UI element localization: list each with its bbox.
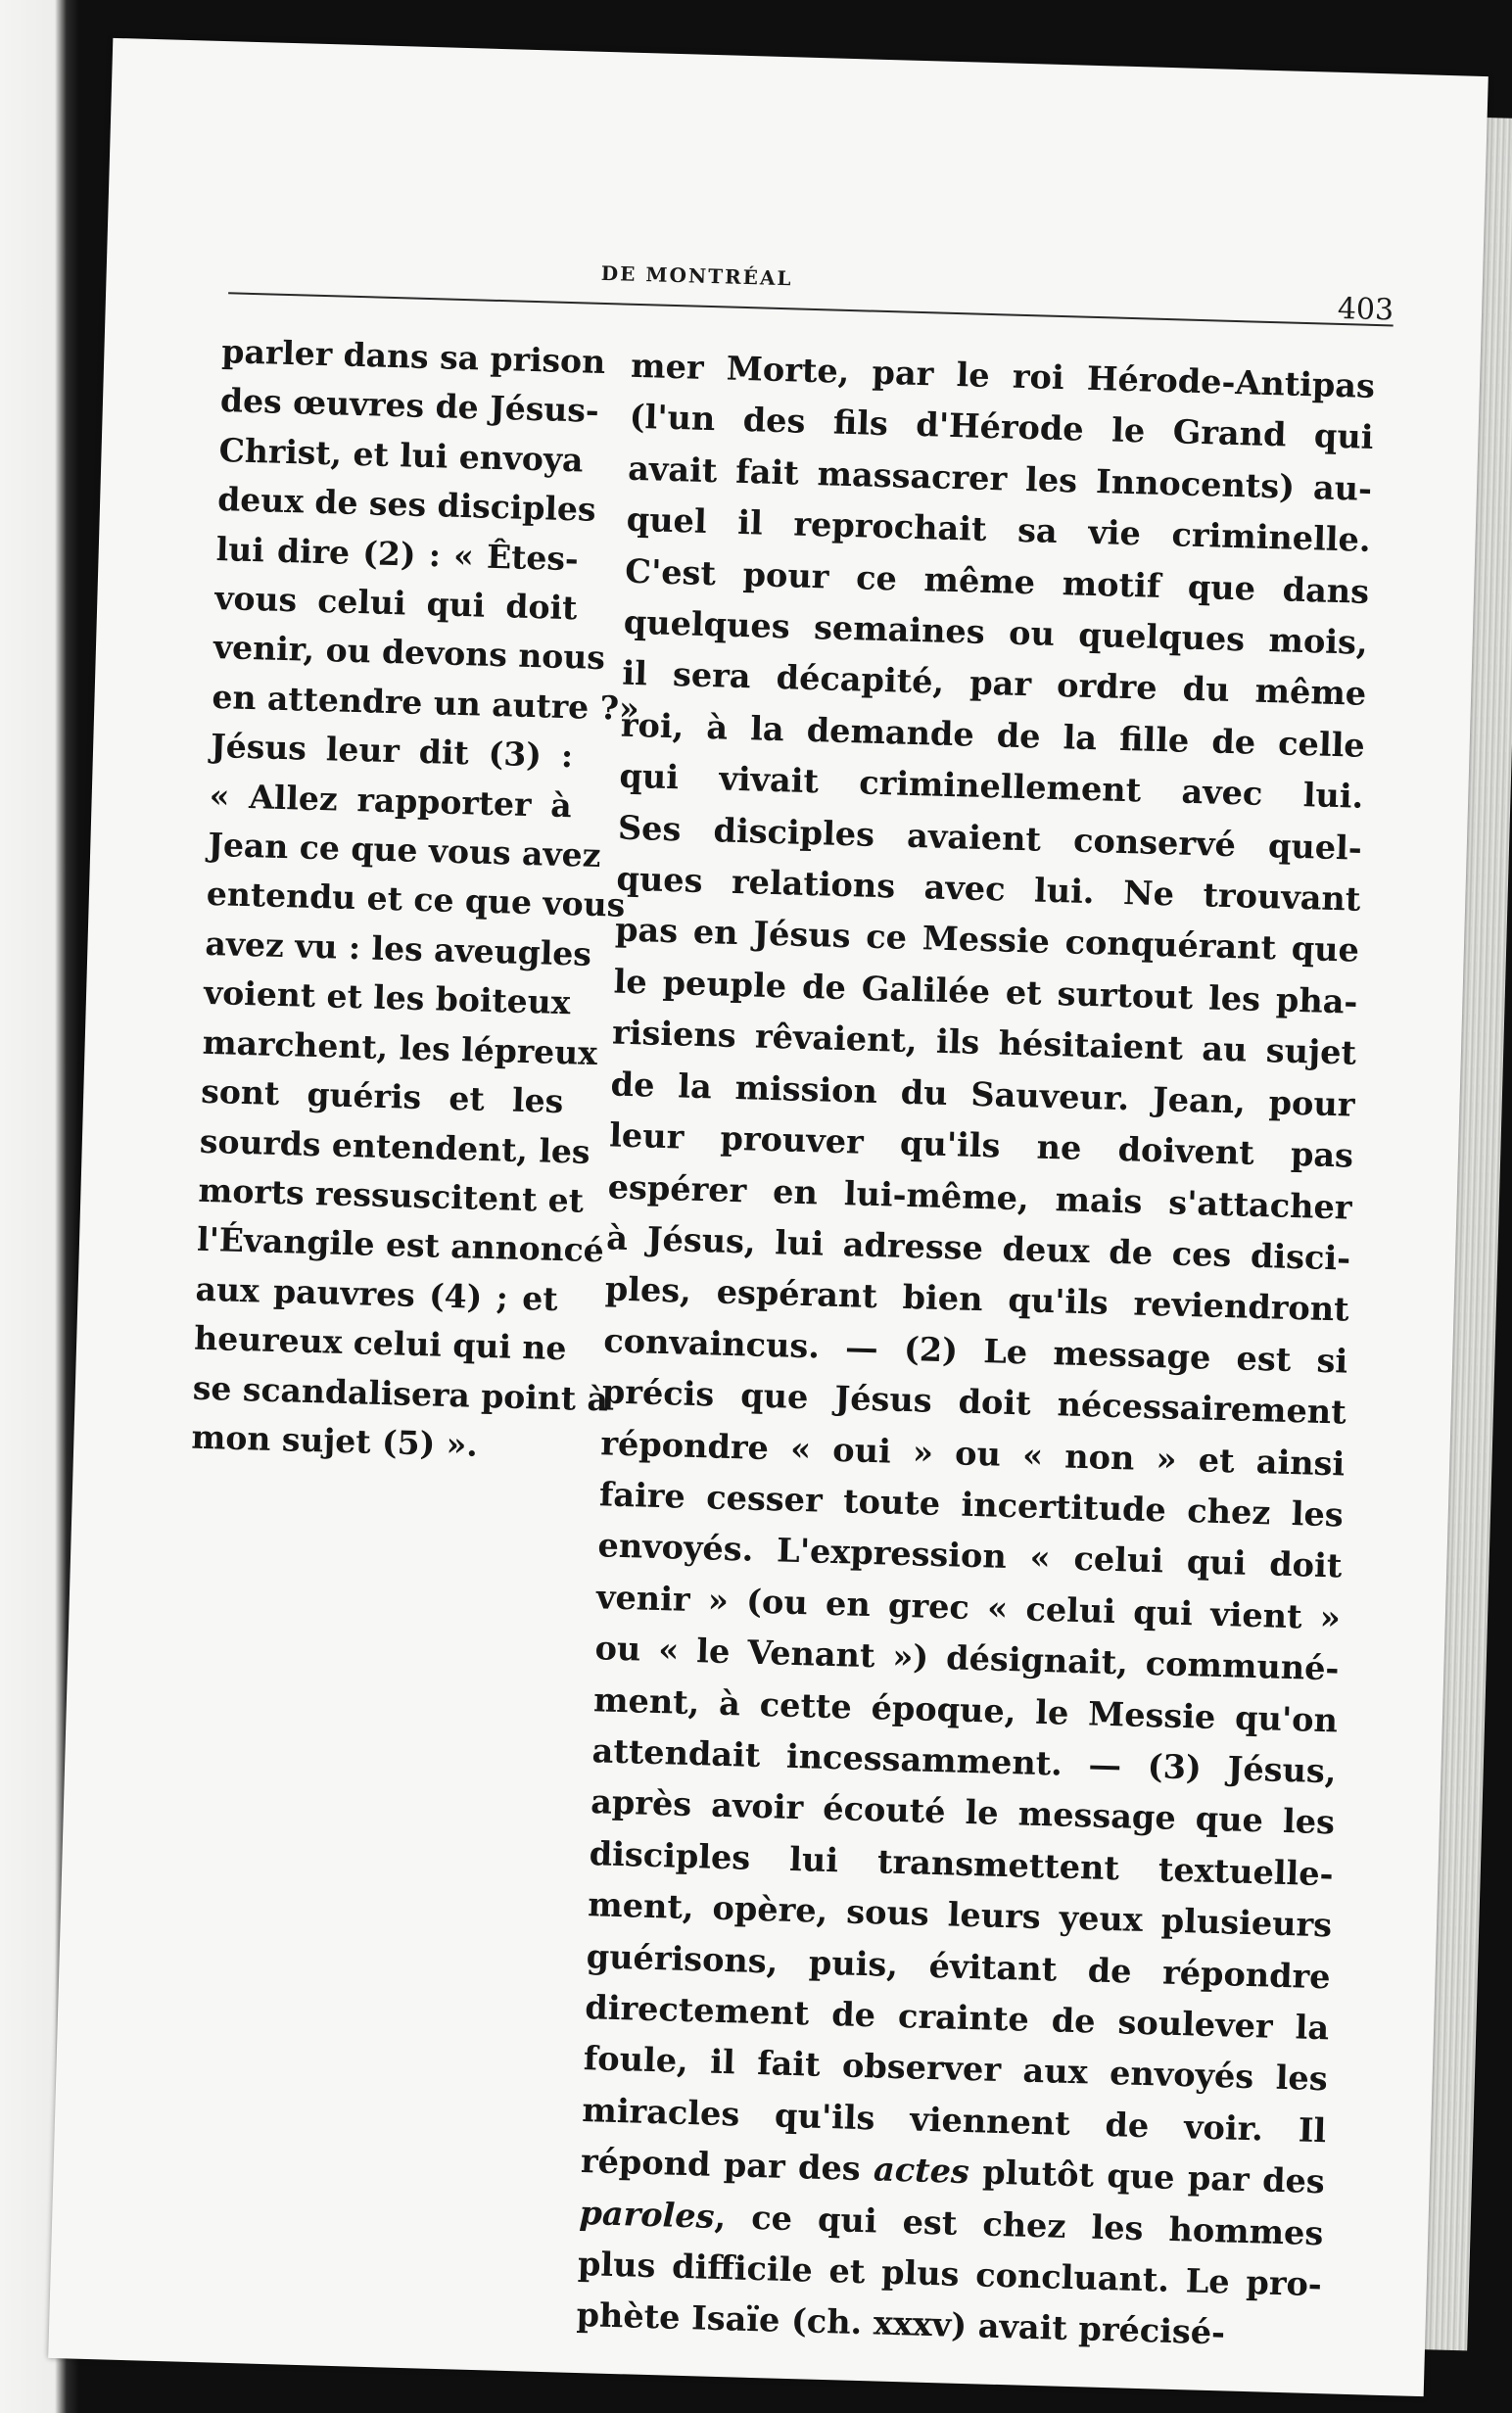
right-line: précis que Jésus doit nécessairement [601, 1372, 1347, 1432]
left-line: Jean ce que vous avez [207, 825, 601, 875]
right-line: disciples lui transmettent textuelle- [589, 1833, 1335, 1894]
right-line: il sera décapité, par ordre du même [621, 654, 1367, 714]
left-line: mon sujet (5) ». [190, 1417, 479, 1464]
right-line: envoyés. L'expression « celui qui doit [597, 1526, 1343, 1585]
right-line: roi, à la demande de la fille de celle [620, 705, 1366, 765]
right-line: quel il reprochait sa vie criminelle. [626, 499, 1372, 560]
italic-word-paroles: paroles [579, 2193, 716, 2236]
right-line: phète Isaïe (ch. xxxv) avait précisé- [576, 2295, 1226, 2352]
running-head: DE MONTRÉAL [600, 260, 793, 291]
left-line: des œuvres de Jésus- [219, 381, 600, 431]
right-line: répondre « oui » ou « non » et ainsi [599, 1423, 1346, 1484]
right-line: ment, opère, sous leurs yeux plusieurs [587, 1885, 1333, 1945]
left-line: deux de ses disciples [216, 480, 597, 530]
right-line: plus difficile et plus concluant. Le pro- [577, 2245, 1323, 2304]
right-line: ment, à cette époque, le Messie qu'on [592, 1680, 1339, 1739]
italic-word-actes: actes [873, 2150, 970, 2192]
left-line: Jésus leur dit (3) : [210, 727, 574, 776]
line-segment: plutôt que par des [981, 2153, 1326, 2201]
right-line: miracles qu'ils viennent de voir. Il [581, 2090, 1327, 2151]
right-line: faire cesser toute incertitude chez les [598, 1475, 1345, 1535]
right-line: (l'un des fils d'Hérode le Grand qui [629, 398, 1375, 457]
right-line: mer Morte, par le roi Hérode-Antipas [630, 346, 1376, 405]
left-line: entendu et ce que vous [206, 875, 626, 925]
right-column-footnotes [576, 341, 1376, 2362]
book-page [48, 38, 1488, 2396]
left-column [190, 327, 640, 1472]
right-line: le peuple de Galilée et surtout les pha- [613, 962, 1358, 1021]
left-line: aux pauvres (4) ; et [195, 1269, 559, 1318]
right-line: Ses disciples avaient conservé quel- [617, 808, 1363, 868]
left-line: sont guéris et les [200, 1071, 564, 1121]
right-line: pas en Jésus ce Messie conquérant que [614, 910, 1360, 970]
right-line: quelques semaines ou quelques mois, [623, 602, 1369, 662]
right-line: qui vivait criminellement avec lui. [618, 756, 1364, 817]
header-rule [228, 292, 1394, 326]
left-line: sourds entendent, les [199, 1121, 591, 1171]
left-line: « Allez rapporter à [209, 776, 573, 825]
left-line: avez vu : les aveugles [205, 923, 592, 973]
left-line: Christ, et lui envoya [218, 430, 585, 480]
right-line: foule, il fait observer aux envoyés les [583, 2039, 1329, 2099]
line-segment: , ce qui est chez les hommes [713, 2197, 1324, 2252]
right-line: C'est pour ce même motif que dans [624, 551, 1370, 611]
right-line: attendait incessamment. — (3) Jésus, [591, 1731, 1337, 1791]
right-line: avait fait massacrer les Innocents) au- [627, 449, 1373, 508]
left-line: en attendre un autre ?» [212, 677, 640, 728]
left-line: se scandalisera point à [192, 1368, 609, 1419]
right-line: directement de crainte de soulever la [584, 1988, 1330, 2048]
left-line: voient et les boiteux [203, 973, 571, 1022]
left-line: heureux celui qui ne [193, 1318, 567, 1368]
right-line: espérer en lui-même, mais s'attacher [607, 1166, 1353, 1227]
right-line: de la mission du Sauveur. Jean, pour [610, 1065, 1355, 1124]
left-line: l'Évangile est annoncé [196, 1220, 605, 1270]
left-line: marchent, les lépreux [202, 1022, 598, 1072]
right-line: ples, espérant bien qu'ils reviendront [604, 1269, 1350, 1329]
right-line: venir » (ou en grec « celui qui vient » [595, 1578, 1342, 1637]
page-number: 403 [1337, 291, 1394, 328]
line-segment: répond par des [580, 2142, 862, 2189]
page-header [228, 251, 1394, 332]
left-line: morts ressuscitent et [198, 1170, 585, 1220]
right-line: leur prouver qu'ils ne doivent pas [608, 1115, 1354, 1175]
right-line: après avoir écouté le message que les [590, 1782, 1336, 1842]
left-line: venir, ou devons nous [213, 628, 606, 678]
right-line: ques relations avec lui. Ne trouvant [616, 859, 1361, 919]
right-line: risiens rêvaient, ils hésitaient au sujet [611, 1013, 1357, 1072]
right-line: ou « le Venant ») désignait, communé- [594, 1629, 1340, 1688]
left-line: lui dire (2) : « Êtes- [215, 529, 580, 578]
left-line: vous celui qui doit [213, 579, 578, 628]
right-line: convaincus. — (2) Le message est si [602, 1321, 1348, 1381]
right-line: à Jésus, lui adresse deux de ces disci- [605, 1218, 1351, 1278]
left-line: parler dans sa prison [220, 332, 606, 382]
right-line: guérisons, puis, évitant de répondre [586, 1936, 1332, 1996]
